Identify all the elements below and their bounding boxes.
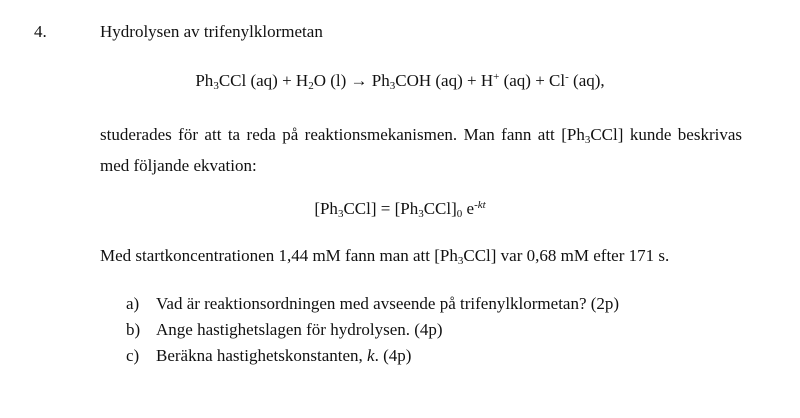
subquestion-c xyxy=(126,346,619,372)
subquestion-text: Ange hastighetslagen för hydrolysen. (4p) xyxy=(156,320,443,339)
subquestion-text-part: . (4p) xyxy=(374,346,412,365)
rate-part: CCl] xyxy=(423,199,457,218)
description-paragraph xyxy=(100,122,742,178)
rate-subscript: 3 xyxy=(337,208,344,220)
question-title: Hydrolysen av trifenylklormetan xyxy=(100,22,323,41)
paragraph-subscript: 3 xyxy=(584,134,591,146)
rate-subscript: 0 xyxy=(456,208,463,220)
rate-part: CCl] = [Ph xyxy=(343,199,419,218)
question-number: 4. xyxy=(34,22,47,41)
rate-subscript: 3 xyxy=(418,208,424,220)
reaction-part: (aq), xyxy=(568,71,605,90)
exponent-variable: kt xyxy=(477,199,486,211)
subquestion-text: Vad är reaktionsordningen med avseende på trifenylklormetan? (2p) xyxy=(156,294,620,313)
reaction-part: COH (aq) + H xyxy=(395,71,494,90)
subquestion-letter: a) xyxy=(126,294,140,313)
subquestion-a xyxy=(126,294,619,320)
reaction-part: O (l) → Ph xyxy=(313,71,390,90)
exponent-sign: - xyxy=(474,199,478,211)
given-text: Med startkoncentrationen 1,44 mM fann man att [Ph xyxy=(100,246,458,265)
reaction-subscript: 3 xyxy=(389,80,396,92)
subquestion-text-part: Beräkna hastighetskonstanten, xyxy=(156,346,368,365)
subquestion-letter: c) xyxy=(126,346,140,365)
subquestion-variable: k xyxy=(367,346,375,365)
rate-part: e xyxy=(462,199,475,218)
given-text: CCl] var 0,68 mM efter 171 s. xyxy=(463,246,670,265)
rate-part: [Ph xyxy=(314,199,338,218)
rate-exponent xyxy=(474,199,486,211)
rate-equation xyxy=(0,199,800,221)
given-data xyxy=(100,246,669,268)
paragraph-text: CCl] kunde beskrivas med följande ekvation: xyxy=(100,125,742,175)
subquestion-text xyxy=(156,346,411,366)
paragraph-text: studerades för att ta reda på reaktionsmekanismen. Man fann att [Ph xyxy=(100,125,585,144)
reaction-part: CCl (aq) + H xyxy=(218,71,309,90)
reaction-superscript: + xyxy=(493,71,500,83)
reaction-subscript: 2 xyxy=(308,80,314,92)
reaction-part: (aq) + Cl xyxy=(499,71,566,90)
reaction-equation xyxy=(0,71,800,93)
given-subscript: 3 xyxy=(457,255,464,267)
subquestion-b xyxy=(126,320,619,346)
subquestion-list xyxy=(126,294,619,372)
reaction-part: Ph xyxy=(195,71,214,90)
reaction-subscript: 3 xyxy=(213,80,219,92)
reaction-superscript: - xyxy=(565,71,569,83)
subquestion-letter: b) xyxy=(126,320,141,339)
